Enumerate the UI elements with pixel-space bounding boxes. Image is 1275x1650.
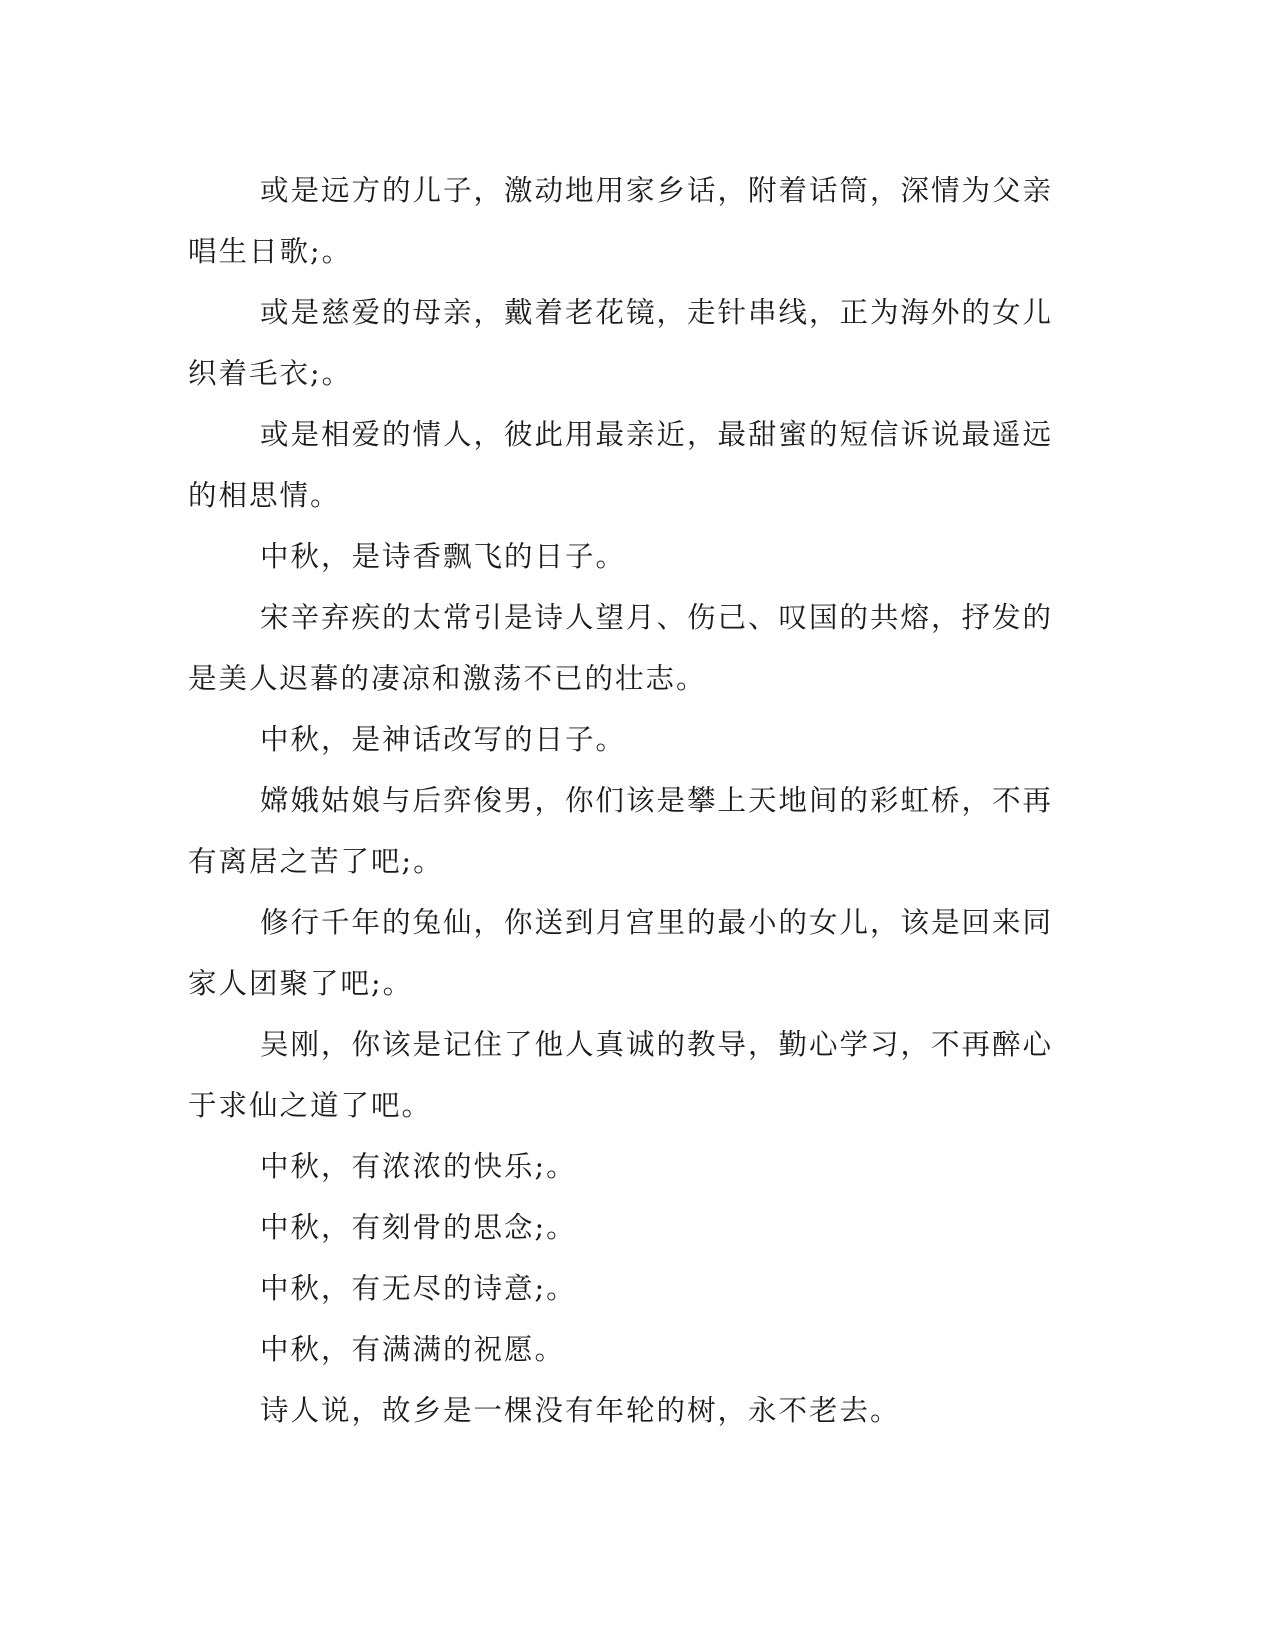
document-body [188,160,1068,1441]
paragraph-9: 吴刚，你该是记住了他人真诚的教导，勤心学习，不再醉心于求仙之道了吧。 [188,1028,1054,1122]
paragraph-7: 嫦娥姑娘与后弈俊男，你们该是攀上天地间的彩虹桥，不再有离居之苦了吧;。 [188,784,1054,878]
paragraph-14: 诗人说，故乡是一棵没有年轮的树，永不老去。 [260,1394,901,1427]
paragraph-10: 中秋，有浓浓的快乐;。 [260,1150,577,1183]
paragraph-1: 或是远方的儿子，激动地用家乡话，附着话筒，深情为父亲唱生日歌;。 [188,174,1054,268]
paragraph-13: 中秋，有满满的祝愿。 [260,1333,566,1366]
paragraph-3: 或是相爱的情人，彼此用最亲近，最甜蜜的短信诉说最遥远的相思情。 [188,418,1054,512]
paragraph-8: 修行千年的兔仙，你送到月宫里的最小的女儿，该是回来同家人团聚了吧;。 [188,906,1054,1000]
paragraph-5: 宋辛弃疾的太常引是诗人望月、伤己、叹国的共熔，抒发的是美人迟暮的凄凉和激荡不已的壮志。 [188,601,1054,695]
paragraph-11: 中秋，有刻骨的思念;。 [260,1211,577,1244]
paragraph-12: 中秋，有无尽的诗意;。 [260,1272,577,1305]
paragraph-2: 或是慈爱的母亲，戴着老花镜，走针串线，正为海外的女儿织着毛衣;。 [188,296,1054,390]
paragraph-6: 中秋，是神话改写的日子。 [260,723,627,756]
paragraph-4: 中秋，是诗香飘飞的日子。 [260,540,627,573]
